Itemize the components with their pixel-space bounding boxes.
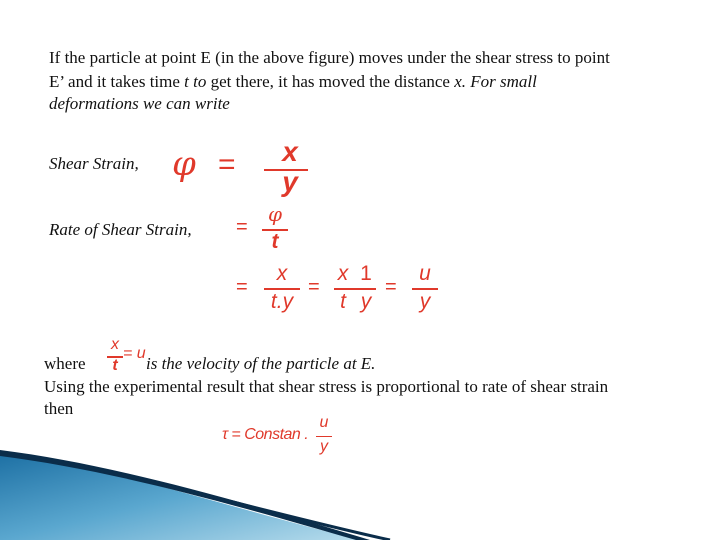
rate-eq2-n1: x (276, 262, 288, 285)
rate-eq2-n2b: 1 (360, 262, 372, 285)
rate-eq2-equals-2: = (308, 276, 320, 298)
shear-strain-numerator: x (282, 136, 298, 167)
rate-eq2-d3: y (419, 290, 431, 313)
rate-eq2-d1: t.y (270, 290, 294, 313)
rate-eq2-d2a: t (340, 290, 346, 313)
decorative-swoosh (0, 450, 720, 540)
intro-line-3: deformations we can write (49, 94, 230, 113)
final-eq-lhs: τ = Constan . (222, 426, 309, 443)
intro-line-1: If the particle at point E (in the above figure) moves under the shear stress to point (49, 48, 610, 67)
conclusion-line-2: then (44, 399, 74, 418)
swoosh-blue-fill (0, 452, 360, 540)
shear-strain-denominator: y (282, 166, 298, 197)
where-rest: is the velocity of the particle at E. (146, 354, 376, 373)
intro-line-2-t: t to (184, 72, 207, 91)
rate-label: Rate of Shear Strain, (49, 220, 192, 239)
intro-line-2-a: E’ and it takes time (49, 72, 185, 91)
rate-eq2-equals-1: = (236, 276, 248, 298)
intro-line-2 (49, 70, 537, 94)
rate-eq2-n2a: x (337, 262, 349, 285)
shear-strain-equals: = (218, 148, 236, 181)
rate-eq1-equals: = (236, 216, 248, 238)
intro-line-2-b: get there, it has moved the distance (206, 72, 455, 91)
rate-eq1-denominator: t (271, 230, 279, 253)
where-word: where (44, 354, 86, 373)
rate-eq2-equals-3: = (385, 276, 397, 298)
intro-line-2-x: x. For small (454, 72, 537, 91)
where-frac-denominator: t (112, 357, 118, 374)
shear-strain-phi: φ (172, 144, 196, 184)
where-frac-numerator: x (111, 336, 119, 353)
final-eq-numerator: u (319, 414, 329, 431)
final-eq-bar (316, 436, 332, 437)
final-eq-denominator: y (320, 438, 328, 455)
where-frac-equals-u: = u (123, 345, 146, 362)
conclusion-line-1: Using the experimental result that shear stress is proportional to rate of shear strain (44, 377, 609, 396)
shear-strain-label: Shear Strain, (49, 154, 139, 173)
rate-eq2-n3: u (419, 262, 431, 285)
rate-eq2-d2b: y (360, 290, 372, 313)
rate-eq1-numerator: φ (267, 202, 282, 226)
